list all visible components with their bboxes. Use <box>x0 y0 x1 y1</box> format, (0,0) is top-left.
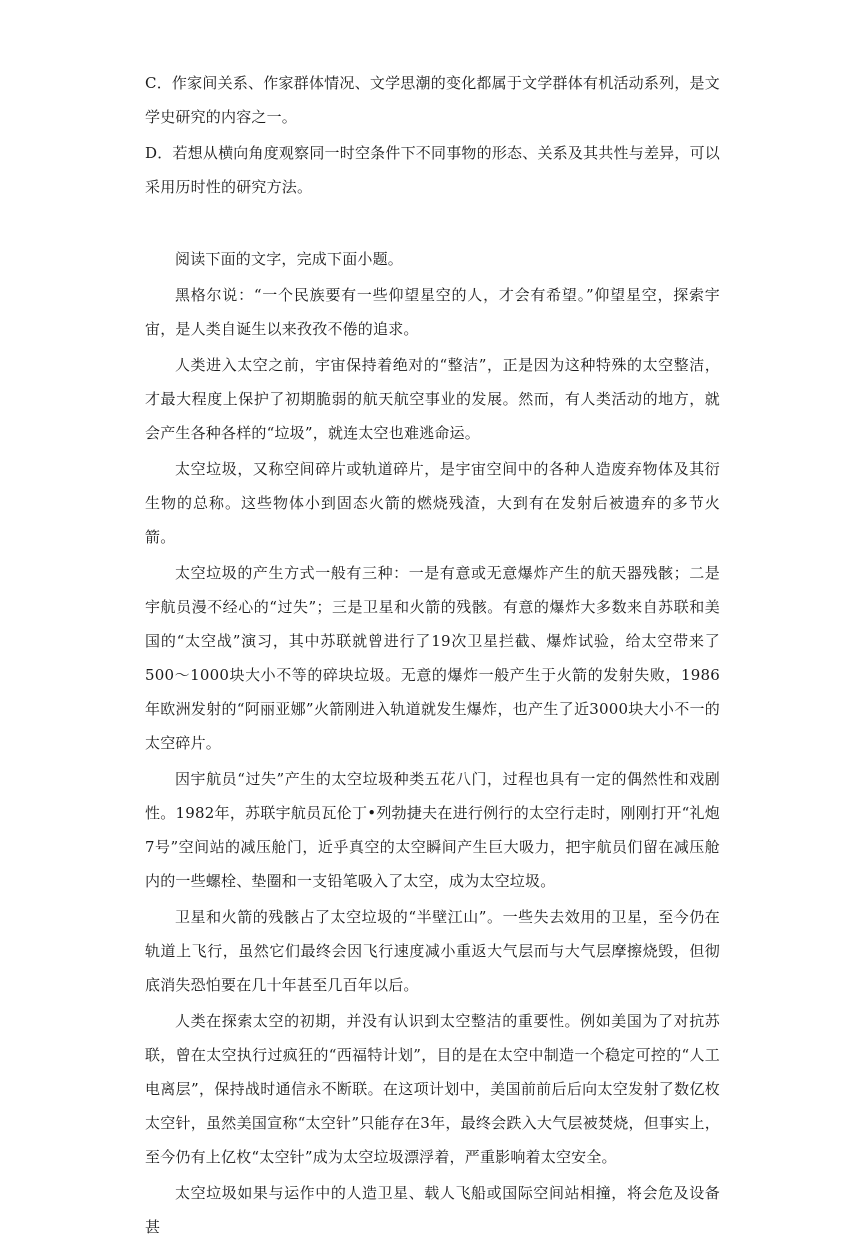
section-spacer <box>145 206 720 242</box>
option-c: C．作家间关系、作家群体情况、文学思潮的变化都属于文学群体有机活动系列，是文学史研究的内容之一。 <box>145 74 720 126</box>
paragraph-debris-sources: 太空垃圾的产生方式一般有三种：一是有意或无意爆炸产生的航天器残骸；二是宇航员漫不经心的“过失”；三是卫星和火箭的残骸。有意的爆炸大多数来自苏联和美国的“太空战”演习，其中苏联就曾进行了19次卫星拦截、爆炸试验，给太空带来了500～1000块大小不等的碎块垃圾。无意的爆炸一般产生于火箭的发射失败，1986年欧洲发射的“阿丽亚娜”火箭刚进入轨道就发生爆炸，也产生了近3000块大小不一的太空碎片。 <box>145 564 720 752</box>
paragraph-space-debris-definition: 太空垃圾，又称空间碎片或轨道碎片，是宇宙空间中的各种人造废弃物体及其衍生物的总称。这些物体小到固态火箭的燃烧残渣，大到有在发射后被遗弃的多节火箭。 <box>145 460 720 546</box>
paragraph-collision-risk: 太空垃圾如果与运作中的人造卫星、载人飞船或国际空间站相撞，将会危及设备甚 <box>145 1184 720 1236</box>
paragraph-west-ford-project: 人类在探索太空的初期，并没有认识到太空整洁的重要性。例如美国为了对抗苏联，曾在太空执行过疯狂的“西福特计划”，目的是在太空中制造一个稳定可控的“人工电离层”，保持战时通信永不断联。在这项计划中，美国前前后后向太空发射了数亿枚太空针，虽然美国宣称“太空针”只能存在3年，最终会跌入大气层被焚烧，但事实上，至今仍有上亿枚“太空针”成为太空垃圾漂浮着，严重影响着太空安全。 <box>145 1012 720 1166</box>
reading-instruction: 阅读下面的文字，完成下面小题。 <box>175 250 404 268</box>
option-d: D．若想从横向角度观察同一时空条件下不同事物的形态、关系及其共性与差异，可以采用历时性的研究方法。 <box>145 144 720 196</box>
paragraph-astronaut-mistakes: 因宇航员“过失”产生的太空垃圾种类五花八门，过程也具有一定的偶然性和戏剧性。1982年，苏联宇航员瓦伦丁•列勃捷夫在进行例行的太空行走时，刚刚打开“礼炮7号”空间站的减压舱门，近乎真空的太空瞬间产生巨大吸力，把宇航员们留在减压舱内的一些螺栓、垫圈和一支铅笔吸入了太空，成为太空垃圾。 <box>145 770 720 890</box>
paragraph-hegel-quote: 黑格尔说：“一个民族要有一些仰望星空的人，才会有希望。”仰望星空，探索宇宙，是人类自诞生以来孜孜不倦的追求。 <box>145 286 720 338</box>
document-content <box>145 66 720 1246</box>
paragraph-space-cleanliness: 人类进入太空之前，宇宙保持着绝对的“整洁”，正是因为这种特殊的太空整洁，才最大程度上保护了初期脆弱的航天航空事业的发展。然而，有人类活动的地方，就会产生各种各样的“垃圾”，就连太空也难逃命运。 <box>145 356 720 442</box>
paragraph-satellite-remains: 卫星和火箭的残骸占了太空垃圾的“半壁江山”。一些失去效用的卫星，至今仍在轨道上飞行，虽然它们最终会因飞行速度减小重返大气层而与大气层摩擦烧毁，但彻底消失恐怕要在几十年甚至几百年以后。 <box>145 908 720 994</box>
